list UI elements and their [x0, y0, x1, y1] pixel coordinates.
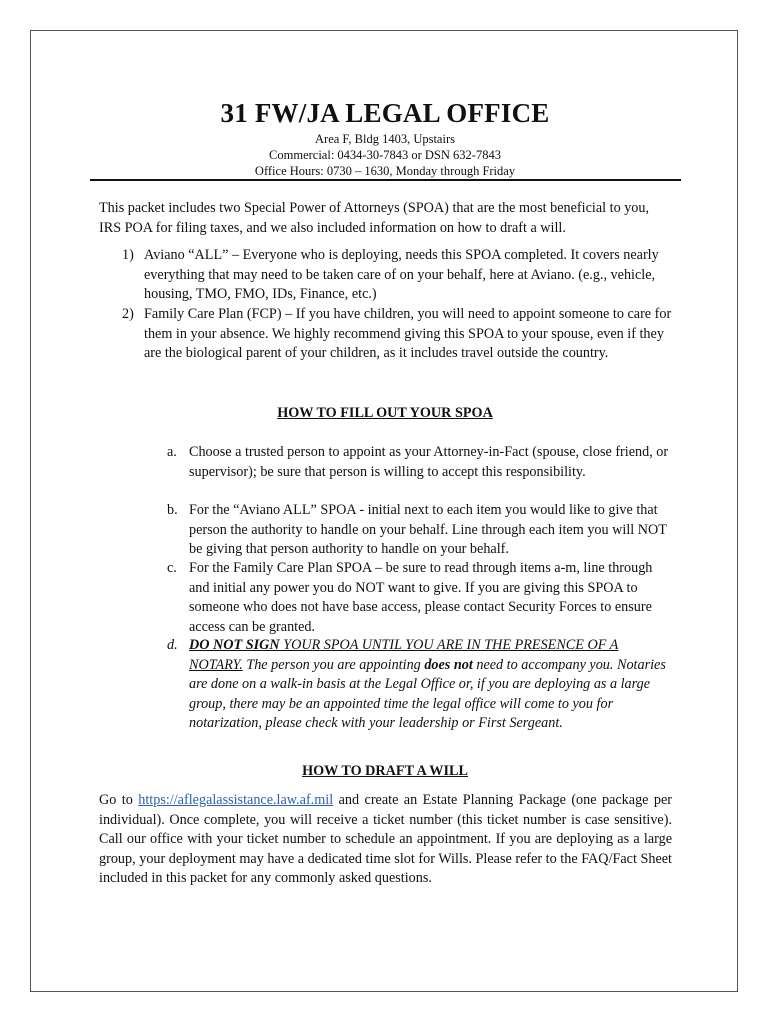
header-divider [90, 179, 681, 181]
intro-paragraph: This packet includes two Special Power of Attorneys (SPOA) that are the most beneficial to you, IRS POA for filing taxes, and we also included information on how to draft a will. [99, 200, 650, 236]
legal-assistance-link[interactable]: https://aflegalassistance.law.af.mil [138, 792, 334, 808]
will-instructions: and create an Estate Planning Package (one package per individual). Once complete, you will receive a ticket number (this ticket number is case sensitive). Call our office with your ticket number to schedule an appointment. If you are deploying as a large group, your deployment may have a dedicated time slot for Wills. Please refer to the FAQ/Fact Sheet included in this packet for any commonly asked questions. [99, 792, 673, 886]
step-marker: d. [167, 637, 178, 653]
step-d [189, 636, 671, 734]
spoa-heading: HOW TO FILL OUT YOUR SPOA [277, 405, 493, 421]
notary-details: need to accompany you. Notaries are done on a walk-in basis at the Legal Office or, if you are deploying as a large group, there may be an appointed time the legal office will come to you for notarization, please check with your leadership or First Sergeant. [189, 656, 666, 731]
step-marker: a. [167, 444, 177, 460]
office-phone: Commercial: 0434-30-7843 or DSN 632-7843 [269, 148, 501, 162]
list-marker: 1) [122, 247, 134, 263]
office-title: 31 FW/JA LEGAL OFFICE [220, 98, 550, 128]
will-lead: Go to [99, 792, 139, 808]
step-c: For the Family Care Plan SPOA – be sure to read through items a-m, line through and initial any power you do NOT want to give. If you are giving this SPOA to someone who does not have base access, please contact Security Forces to ensure access can be granted. [189, 560, 653, 635]
do-not-sign-text: DO NOT SIGN [189, 637, 280, 653]
list-item-family-care-plan: Family Care Plan (FCP) – If you have children, you will need to appoint someone to care for them in your absence. We highly recommend giving this SPOA to your spouse, even if they are the biological parent of your children, as it includes travel outside the country. [144, 306, 672, 361]
office-address: Area F, Bldg 1403, Upstairs [315, 132, 455, 146]
notary-warning: YOUR SPOA UNTIL YOU ARE IN THE PRESENCE OF A NOTARY. [189, 637, 619, 673]
does-not-emphasis: does not [424, 656, 473, 673]
list-item-aviano-all: Aviano “ALL” – Everyone who is deploying, needs this SPOA completed. It covers nearly everything that may need to be taken care of on your behalf, here at Aviano. (e.g., vehicle, housing, TMO, FMO, IDs, Finance, etc.) [144, 247, 659, 302]
will-paragraph [99, 791, 672, 889]
will-heading: HOW TO DRAFT A WILL [302, 763, 468, 779]
step-a: Choose a trusted person to appoint as your Attorney-in-Fact (spouse, close friend, or supervisor); be sure that person is willing to accept this responsibility. [189, 444, 669, 480]
office-hours: Office Hours: 0730 – 1630, Monday through Friday [254, 164, 516, 178]
step-b: For the “Aviano ALL” SPOA - initial next to each item you would like to give that person the authority to handle on your behalf. Line through each item you will NOT be giving that person authority to handle on your behalf. [189, 502, 667, 557]
appointee-note: The person you are appointing [242, 656, 425, 673]
list-marker: 2) [122, 306, 134, 322]
step-marker: c. [167, 560, 177, 576]
step-marker: b. [167, 502, 178, 518]
